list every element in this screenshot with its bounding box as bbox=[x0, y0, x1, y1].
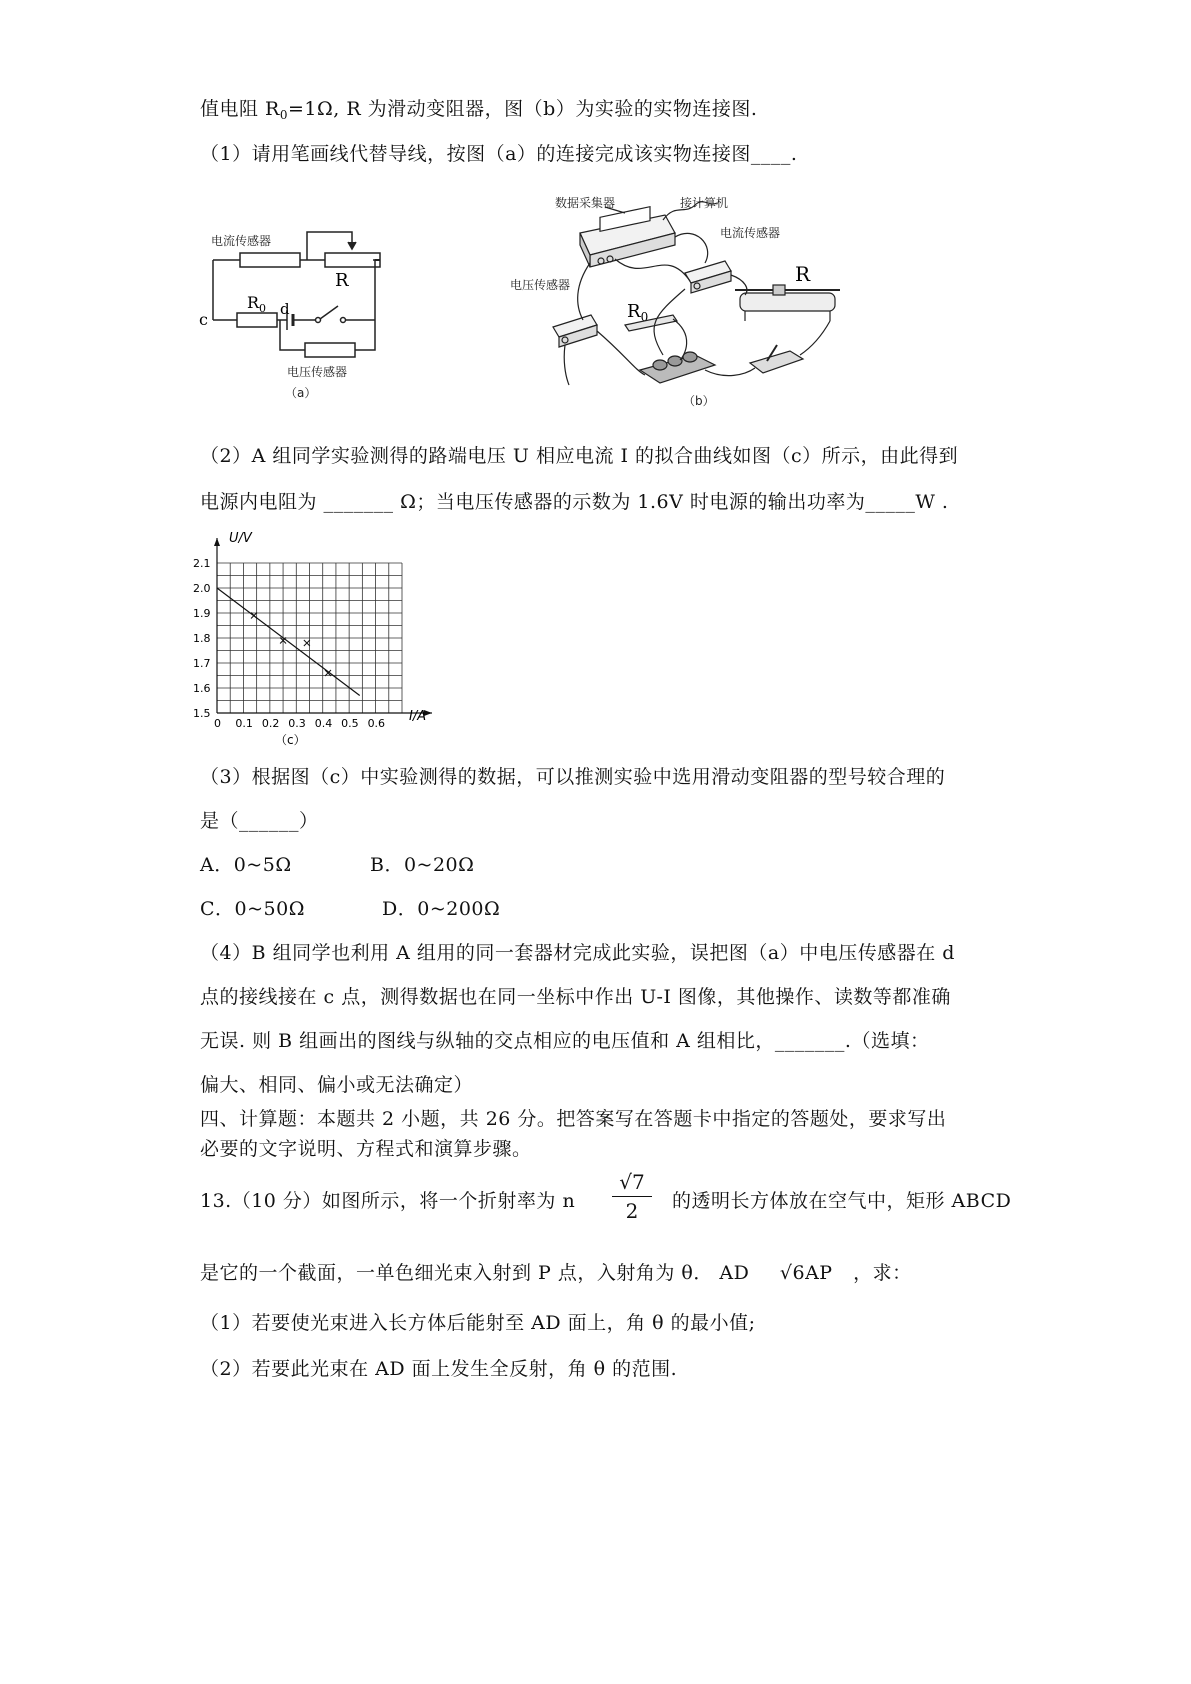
intro-line bbox=[200, 100, 757, 121]
chart-grid bbox=[217, 563, 402, 713]
question-4-line-1: （4）B 组同学也利用 A 组用的同一套器材完成此实验，误把图（a）中电压传感器在 d bbox=[200, 942, 955, 964]
option-d: D．0~200Ω bbox=[382, 898, 501, 920]
option-a: A．0~5Ω bbox=[200, 854, 292, 876]
question-2-line-2: 电源内电阻为 _______ Ω；当电压传感器的示数为 1.6V 时电源的输出功率为_____W . bbox=[200, 491, 949, 513]
intro-text-a: 值电阻 R bbox=[200, 98, 280, 120]
q13-text-2b: ，求： bbox=[853, 1262, 912, 1284]
fig-b-r-label: R bbox=[795, 262, 811, 286]
fig-a-c-label: c bbox=[199, 310, 208, 329]
question-13-line-1 bbox=[200, 1192, 575, 1211]
y-tick-label: 2.1 bbox=[193, 557, 211, 570]
option-c: C．0~50Ω bbox=[200, 898, 305, 920]
question-1: （1）请用笔画线代替导线，按图（a）的连接完成该实物连接图____. bbox=[200, 143, 798, 165]
fig-a-d-label: d bbox=[280, 300, 290, 318]
question-13-part-2: （2）若要此光束在 AD 面上发生全反射，角 θ 的范围. bbox=[200, 1358, 678, 1380]
refractive-index-fraction bbox=[612, 1170, 652, 1223]
y-axis-arrow bbox=[214, 538, 220, 546]
data-point bbox=[251, 613, 257, 619]
x-tick-label: 0 bbox=[214, 717, 221, 730]
intro-sub: 0 bbox=[279, 108, 288, 122]
question-4-line-2: 点的接线接在 c 点，测得数据也在同一坐标中作出 U-I 图像，其他操作、读数等都准确 bbox=[200, 986, 951, 1008]
fig-b-current-sensor-label: 电流传感器 bbox=[720, 226, 781, 240]
q13-sqrt: √6AP bbox=[779, 1262, 833, 1284]
question-3-line-2: 是（______） bbox=[200, 810, 319, 832]
fig-a-caption: （a） bbox=[285, 386, 317, 400]
chart-ylabel: U/V bbox=[229, 531, 252, 546]
q13-text-a: 13.（10 分）如图所示，将一个折射率为 n bbox=[200, 1190, 576, 1212]
x-tick-label: 0.6 bbox=[367, 717, 386, 730]
y-tick-label: 2.0 bbox=[193, 582, 211, 595]
fig-b-collector-label: 数据采集器 bbox=[555, 196, 616, 210]
data-point bbox=[304, 640, 310, 646]
x-tick-label: 0.1 bbox=[235, 717, 253, 730]
y-tick-label: 1.9 bbox=[193, 607, 211, 620]
fig-b-r0-label: $R_0$ bbox=[627, 301, 649, 324]
x-tick-label: 0.5 bbox=[341, 717, 359, 730]
fig-a-r-label: R bbox=[335, 270, 349, 291]
figure-a-circuit bbox=[195, 220, 405, 405]
section-4-line-1: 四、计算题：本题共 2 小题，共 26 分。把答案写在答题卡中指定的答题处，要求写出 bbox=[200, 1108, 947, 1130]
y-tick-label: 1.7 bbox=[193, 657, 211, 670]
fraction-numerator: √7 bbox=[612, 1170, 652, 1197]
question-2-line-1: （2）A 组同学实验测得的路端电压 U 相应电流 I 的拟合曲线如图（c）所示，由此得到 bbox=[200, 445, 959, 467]
fig-b-computer-label: 接计算机 bbox=[680, 196, 729, 210]
x-tick-label: 0.4 bbox=[314, 717, 333, 730]
fig-b-caption: （b） bbox=[683, 394, 715, 408]
q13-text-2a: 是它的一个截面，一单色细光束入射到 P 点，入射角为 θ． AD bbox=[200, 1262, 750, 1284]
question-3-line-1: （3）根据图（c）中实验测得的数据，可以推测实验中选用滑动变阻器的型号较合理的 bbox=[200, 766, 946, 788]
option-b: B．0~20Ω bbox=[370, 854, 475, 876]
section-4-line-2: 必要的文字说明、方程式和演算步骤。 bbox=[200, 1138, 532, 1160]
x-tick-label: 0.2 bbox=[261, 717, 280, 730]
fraction-denominator: 2 bbox=[625, 1199, 639, 1223]
question-4-line-4: 偏大、相同、偏小或无法确定） bbox=[200, 1074, 474, 1096]
question-13-line-1b: 的透明长方体放在空气中，矩形 ABCD bbox=[672, 1190, 1012, 1212]
chart-marks bbox=[217, 588, 360, 696]
intro-text-b: =1Ω, R 为滑动变阻器，图（b）为实验的实物连接图. bbox=[288, 98, 758, 120]
y-tick-label: 1.6 bbox=[193, 682, 211, 695]
fig-b-voltage-sensor-label: 电压传感器 bbox=[510, 278, 571, 292]
x-tick-label: 0.3 bbox=[288, 717, 306, 730]
y-tick-label: 1.5 bbox=[193, 707, 211, 720]
y-tick-label: 1.8 bbox=[193, 632, 211, 645]
fig-a-r0-label: $R_0$ bbox=[247, 293, 267, 315]
figure-c-ui-chart bbox=[185, 528, 445, 753]
figure-b-apparatus bbox=[510, 185, 855, 410]
fig-a-current-sensor: 电流传感器 bbox=[211, 234, 272, 248]
chart-caption: （c） bbox=[275, 733, 306, 747]
fit-line bbox=[217, 588, 360, 696]
chart-xlabel: I/A bbox=[409, 709, 427, 724]
question-13-part-1: （1）若要使光束进入长方体后能射至 AD 面上，角 θ 的最小值; bbox=[200, 1312, 756, 1334]
fig-a-voltage-sensor: 电压传感器 bbox=[287, 365, 348, 379]
chart-tick-labels bbox=[193, 557, 385, 730]
question-4-line-3: 无误. 则 B 组画出的图线与纵轴的交点相应的电压值和 A 组相比，_______.（选填： bbox=[200, 1030, 930, 1052]
question-13-line-2 bbox=[200, 1264, 912, 1283]
